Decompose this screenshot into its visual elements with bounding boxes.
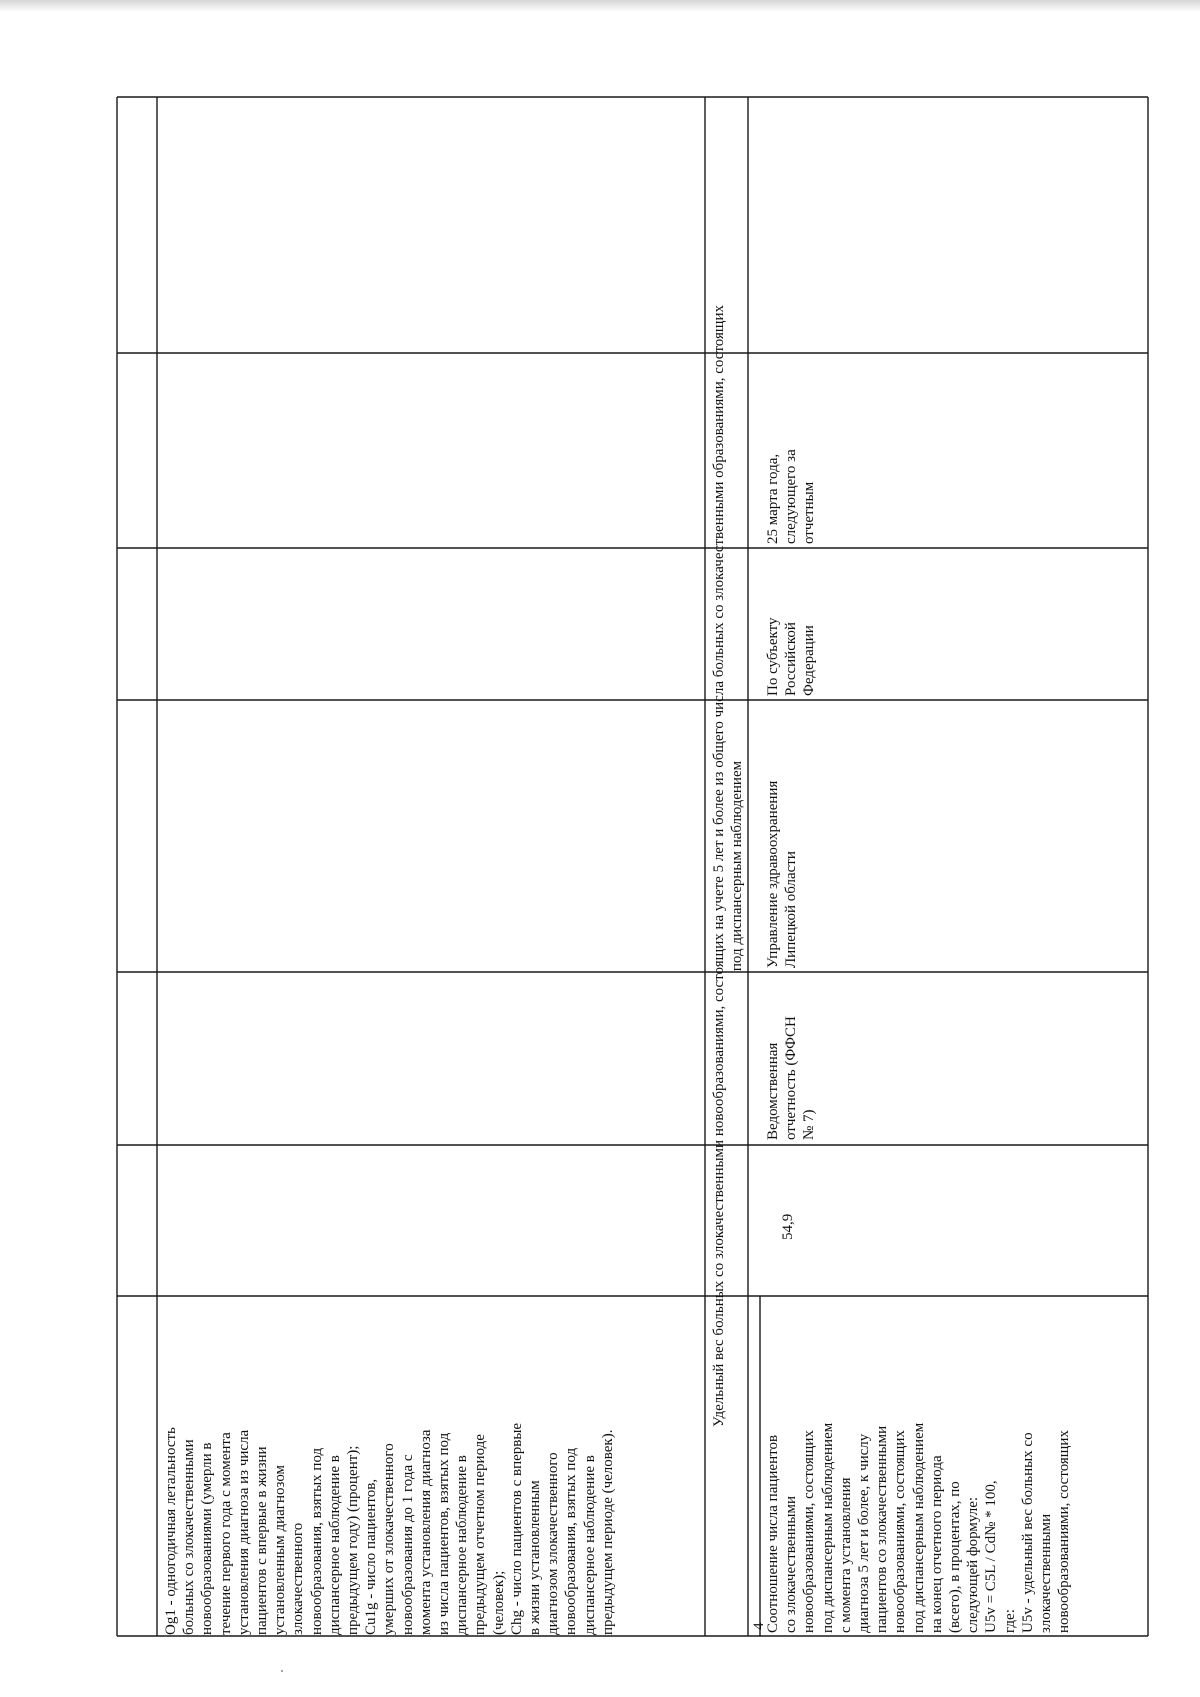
text-line: новообразованиями, состоящих [892,1430,909,1633]
text-line: Липецкой области [783,851,800,968]
text-line: на конец отчетного периода [928,1455,945,1633]
text-line: (всего), в процентах, по [947,1481,964,1633]
text-line: диспансерное наблюдение в [326,1455,343,1635]
text-line: с момента установления [837,1477,854,1633]
text-line: из числа пациентов, взятых под [436,1432,453,1635]
empty-cell [764,109,804,349]
text-line: диспансерное наблюдение в [581,1455,598,1635]
text-line: новообразования, взятых под [563,1447,580,1635]
text-line: диагноза 5 лет и более, к числу [856,1433,873,1633]
text-line: Ведомственная [765,1042,781,1140]
text-line: пациентов с впервые в жизни [254,1446,271,1635]
text-line: U5v = C5L / Cd№ * 100, [983,1480,1000,1633]
text-line: № 7) [801,1109,818,1140]
section-heading-line: под диспансерным наблюдением [729,760,745,972]
section-heading-line: Удельный вес больных со злокачественными новообразованиями, состоящих на учете 5 лет и более из общего числа больных со злокачественными образованиями, состоящих [711,305,727,1428]
text-line: момента установления диагноза [417,1429,434,1635]
scan-speck [281,1670,283,1672]
text-line: умерших от злокачественного [381,1443,398,1635]
text-line: Chg - число пациентов с впервые [508,1422,525,1635]
row-number-text: 4 [751,1622,767,1630]
reporting-level [764,556,824,696]
text-line: Управление здравоохранения [765,780,781,968]
text-line: новообразованиями, состоящих [1056,1430,1073,1633]
indicator-description [764,1297,1148,1633]
text-line: По субъекту [765,617,781,696]
text-line: предыдущем отчетном периоде [472,1434,489,1635]
responsible-body [764,706,804,968]
text-line: под диспансерным наблюдением [819,1422,836,1633]
text-line: под диспансерным наблюдением [910,1422,927,1633]
text-line: новообразованиями (умерли в [199,1442,216,1635]
text-line: в жизни установленным [527,1480,544,1635]
text-line: злокачественного [290,1522,307,1635]
text-line: пациентов со злокачественными [874,1425,891,1633]
text-line: следующего за [783,449,800,544]
text-line: где: [1001,1609,1018,1633]
text-line: отчетность (ФФСН [783,1016,800,1140]
reporting-deadline [764,359,824,544]
text-line: новообразования до 1 года с [399,1454,416,1635]
text-line: отчетным [801,481,818,544]
text-line: новообразованиями, состоящих [801,1430,818,1633]
text-line: Российской [783,622,800,696]
prev-row-description [162,1299,702,1635]
section-heading [710,99,750,1633]
text-line: предыдущем периоде (человек). [599,1429,616,1635]
text-line: (человек); [490,1570,507,1635]
text-line: 25 марта года, [765,453,781,544]
value-text: 54,9 [780,1213,796,1240]
data-source [764,972,824,1140]
text-line: злокачественными [1038,1513,1055,1633]
text-line: установленным диагнозом [272,1464,289,1635]
text-line: U5v - удельный вес больных со [1019,1432,1036,1633]
text-line: диспансерное наблюдение в [454,1455,471,1635]
text-line: Og1 - одногодичная летальность [163,1427,179,1635]
text-line: со злокачественными [783,1495,800,1633]
text-line: предыдущем году) (процент); [345,1445,362,1635]
text-line: Федерации [801,625,818,696]
text-line: установления диагноза из числа [235,1429,252,1635]
text-line: диагнозом злокачественного [545,1452,562,1635]
text-line: новообразования, взятых под [308,1447,325,1635]
text-line: Соотношение числа пациентов [765,1434,781,1633]
text-line: следующей формуле: [965,1496,982,1633]
text-line: течение первого года с момента [217,1432,234,1635]
text-line: больных со злокачественными [181,1439,198,1635]
text-line: Cu1g - число пациентов, [363,1478,380,1635]
